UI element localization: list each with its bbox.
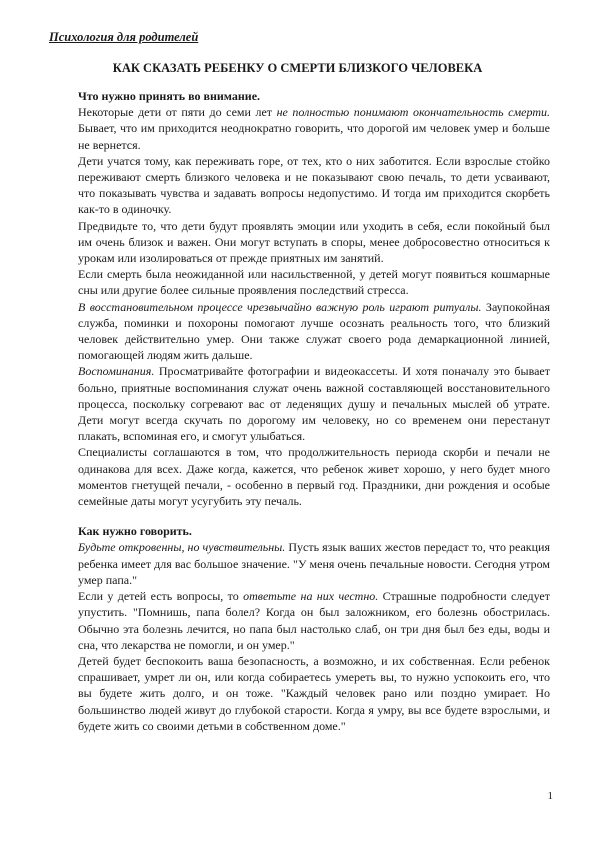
paragraph: Специалисты соглашаются в том, что продолжительность периода скорби и печали не одинакова для всех. Даже когда, кажется, что ребенок живет хорошо, у него будет много моментов гнетущей печали, - особенно в первый год. Праздники, дни рождения и особые семейные даты могут усугубить эту печаль.	[78, 445, 550, 509]
text: Пусть язык ваших жестов передаст то, что реакция ребенка имеет для вас большое значение. "У меня очень печальные новости. Сегодня утром умер папа."	[78, 540, 550, 587]
text: Если у детей есть вопросы, то	[78, 589, 244, 604]
text: Некоторые дети от пяти до семи лет	[78, 105, 277, 120]
page-number: 1	[547, 790, 553, 802]
text: Просматривайте фотографии и видеокассеты. И хотя поначалу это бывает больно, приятные воспоминания служат очень важной составляющей восстановительного процесса, поскольку согревают вас от леденящих душу и печальных мыслей об утрате. Дети могут всегда скучать по дорогому им человеку, но со временем они перестанут плакать, вспоминая его, и смогут улыбаться.	[78, 364, 550, 444]
section-label: Психология для родителей	[49, 30, 199, 44]
paragraph: Детей будет беспокоить ваша безопасность, а возможно, и их собственная. Если ребенок спрашивает, умрет ли он, или когда собираетесь умереть вы, то нужно успокоить его, что вы будете жить долго, и он тоже. "Каждый человек рано или поздно умирает. Но большинство людей живут до глубокой старости. Когда я умру, вы все будете взрослыми, и будете жить со своими детьми в собственном доме."	[78, 653, 550, 733]
paragraph	[78, 539, 550, 588]
paragraph	[78, 104, 550, 153]
paragraph: Если смерть была неожиданной или насильственной, у детей могут появиться кошмарные сны или другие более сильные проявления последствий стресса.	[78, 267, 550, 298]
paragraph: Предвидьте то, что дети будут проявлять эмоции или уходить в себя, если покойный был им очень близок и важен. Они могут вступать в споры, менее добросовестно относиться к урокам или изолироваться от прежде приятных им занятий.	[78, 218, 550, 266]
spacer	[78, 509, 550, 523]
paragraph: Дети учатся тому, как переживать горе, от тех, кто о них заботится. Если взрослые стойко переживают смерть близкого человека и не показывают свою печаль, то дети усваивают, что показывать чувства и задавать вопросы недопустимо. И тогда им приходится скорбеть как-то в одиночку.	[78, 153, 550, 217]
section-heading-1: Что нужно принять во внимание.	[78, 89, 261, 103]
text: Бывает, что им приходится неоднократно говорить, что дорогой им человек умер и больше не вернется.	[78, 121, 550, 152]
emphasis: не полностью понимают окончательность смерти.	[276, 105, 550, 120]
document-body	[78, 88, 550, 734]
section-heading-2: Как нужно говорить.	[78, 524, 192, 539]
emphasis: Воспоминания.	[78, 364, 155, 379]
text: Страшные подробности следует упустить. "Помнишь, папа болел? Когда он был заложником, его болезнь обострилась. Обычно эта болезнь лечится, но папа был настолько слаб, он три дня был без еды, воды и сна, что лекарства не помогли, и он умер."	[78, 589, 550, 652]
page-title: КАК СКАЗАТЬ РЕБЕНКУ О СМЕРТИ БЛИЗКОГО ЧЕЛОВЕКА	[112, 61, 483, 75]
paragraph	[78, 363, 550, 444]
emphasis: В восстановительном процессе чрезвычайно важную роль играют ритуалы.	[78, 299, 482, 314]
paragraph	[78, 588, 550, 653]
emphasis: Будьте откровенны, но чувствительны.	[78, 540, 286, 555]
emphasis: ответьте на них честно.	[243, 589, 379, 604]
paragraph	[78, 299, 550, 364]
text: Заупокойная служба, поминки и похороны помогают лучше осознать реальность того, что близкий человек действительно умер. Они также служат своего рода демаркационной линией, помогающей людям жить дальше.	[78, 299, 550, 363]
